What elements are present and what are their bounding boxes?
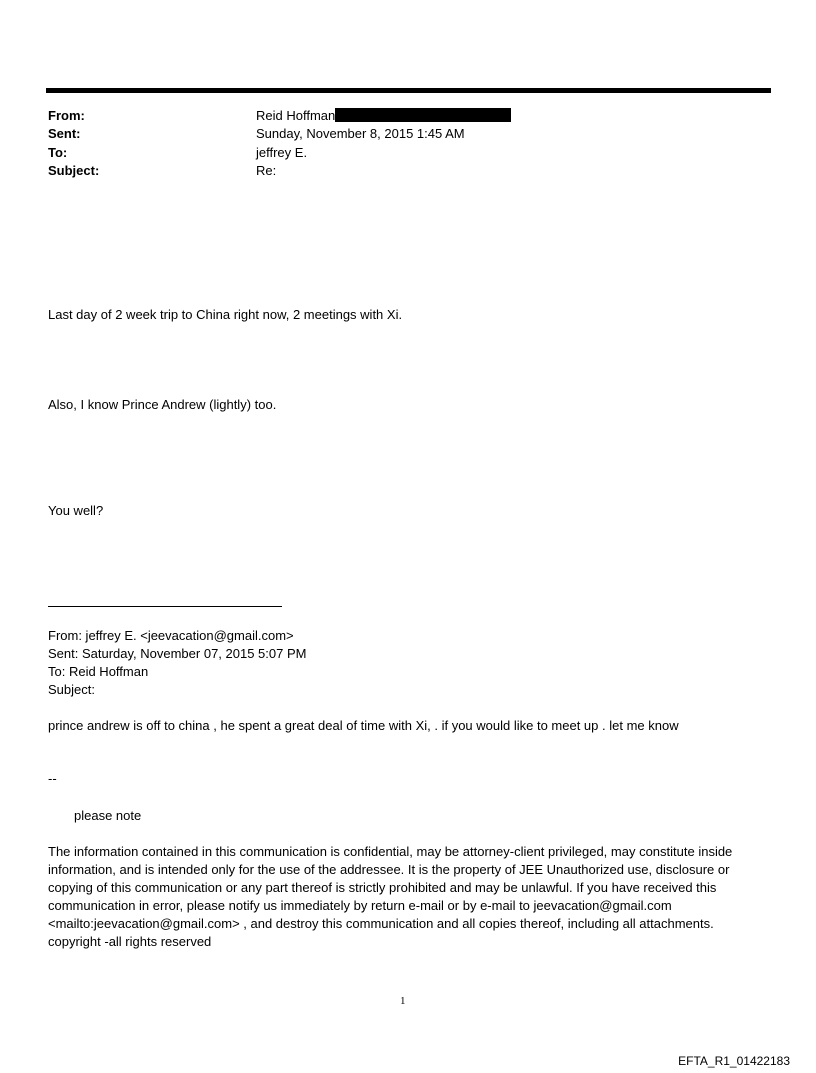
body-paragraph-1: Last day of 2 week trip to China right now, 2 meetings with Xi. — [48, 307, 403, 322]
subject-label: Subject: — [48, 163, 100, 178]
signature-dashes: -- — [48, 771, 57, 786]
subject-value: Re: — [256, 163, 277, 178]
bates-number: EFTA_R1_01422183 — [678, 1054, 790, 1068]
quoted-to: To: Reid Hoffman — [48, 664, 149, 679]
from-value — [256, 107, 511, 125]
confidentiality-disclaimer: The information contained in this communication is confidential, may be attorney-client privileged, may constitute inside information, and is intended only for the use of the addressee. It is the property of JEE Unauthorized use, disclosure or copying of this communication or any part thereof is strictly prohibited and may be unlawful. If you have received this communication in error, please notify us immediately by return e-mail or by e-mail to jeevacation@gmail.com <mailto:jeevacation@gmail.com> , and destroy this communication and all copies thereof, including all attachments. copyright -all rights reserved — [48, 844, 733, 949]
sent-label: Sent: — [48, 126, 81, 141]
quoted-sent: Sent: Saturday, November 07, 2015 5:07 PM — [48, 646, 307, 661]
quoted-subject: Subject: — [48, 682, 95, 697]
body-paragraph-3: You well? — [48, 503, 104, 518]
from-label: From: — [48, 108, 85, 123]
header-rule — [46, 88, 771, 93]
quoted-from: From: jeffrey E. <jeevacation@gmail.com> — [48, 628, 294, 643]
page-number: 1 — [400, 995, 406, 1007]
redaction-bar — [335, 108, 511, 122]
quoted-message: prince andrew is off to china , he spent a great deal of time with Xi, . if you would like to meet up . let me know — [48, 718, 679, 733]
sent-value: Sunday, November 8, 2015 1:45 AM — [256, 126, 465, 141]
to-label: To: — [48, 145, 68, 160]
from-name: Reid Hoffman — [256, 108, 336, 123]
quote-separator — [48, 606, 282, 607]
to-value: jeffrey E. — [256, 145, 308, 160]
body-paragraph-2: Also, I know Prince Andrew (lightly) too. — [48, 397, 277, 412]
please-note: please note — [74, 808, 142, 823]
